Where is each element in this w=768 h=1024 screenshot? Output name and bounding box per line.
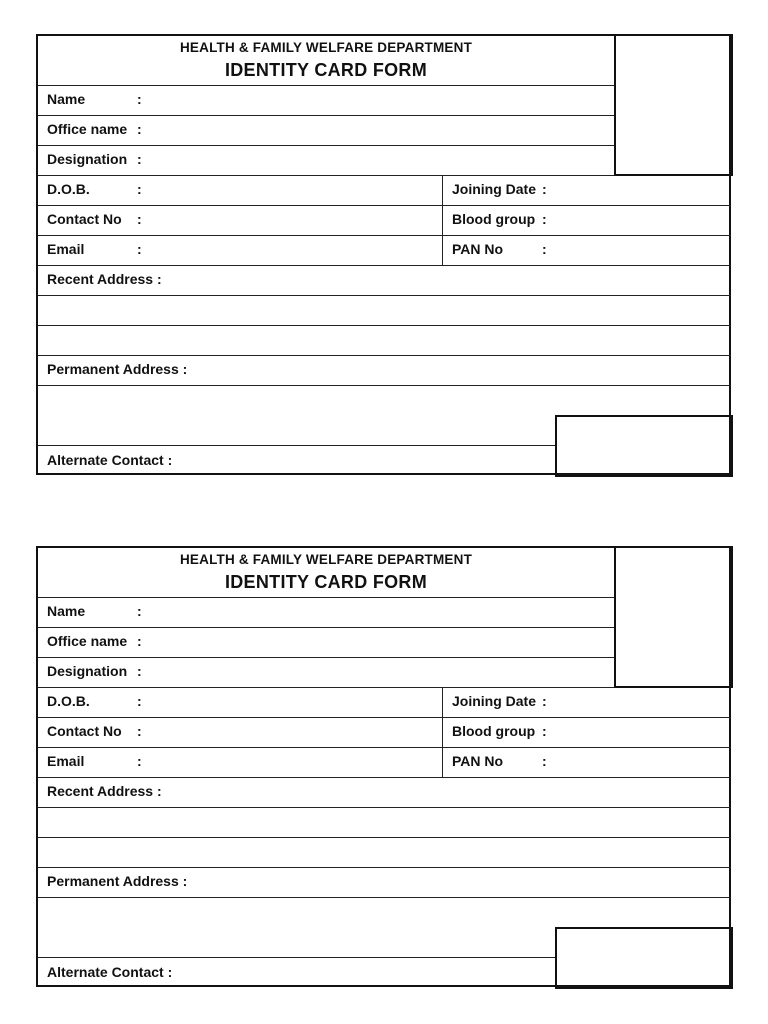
recent-address-label: Recent Address :: [47, 271, 162, 287]
contact-no-colon: :: [137, 211, 142, 227]
dob-label: D.O.B.: [47, 693, 90, 709]
email-colon: :: [137, 753, 142, 769]
office-name-colon: :: [137, 121, 142, 137]
row-divider: [38, 85, 614, 86]
row-divider: [38, 867, 731, 868]
office-name-label: Office name: [47, 633, 128, 649]
form-title: IDENTITY CARD FORM: [224, 60, 428, 80]
alternate-contact-label: Alternate Contact :: [47, 964, 173, 980]
dob-label: D.O.B.: [47, 181, 90, 197]
row-divider: [38, 747, 731, 748]
dob-colon: :: [137, 181, 142, 197]
blood-group-label: Blood group: [452, 723, 536, 739]
alternate-contact-label: Alternate Contact :: [47, 452, 173, 468]
dob-colon: :: [137, 693, 142, 709]
office-name-label: Office name: [47, 121, 128, 137]
row-divider: [38, 145, 614, 146]
row-divider: [38, 445, 555, 446]
blood-group-colon: :: [542, 723, 547, 739]
joining-date-label: Joining Date: [452, 181, 537, 197]
designation-label: Designation: [47, 151, 128, 167]
pan-no-label: PAN No: [452, 241, 504, 257]
email-label: Email: [47, 241, 85, 257]
row-divider: [38, 355, 731, 356]
row-divider: [38, 717, 731, 718]
contact-no-label: Contact No: [47, 723, 122, 739]
row-divider: [38, 205, 731, 206]
column-divider: [442, 175, 443, 265]
row-divider: [38, 235, 731, 236]
row-divider: [38, 295, 731, 296]
name-label: Name: [47, 603, 86, 619]
designation-label: Designation: [47, 663, 128, 679]
identity-card-form-1: [36, 34, 731, 475]
row-divider: [38, 837, 731, 838]
name-colon: :: [137, 603, 142, 619]
department-heading: HEALTH & FAMILY WELFARE DEPARTMENT: [179, 40, 473, 55]
row-divider: [38, 957, 555, 958]
row-divider: [38, 627, 614, 628]
blood-group-label: Blood group: [452, 211, 536, 227]
pan-no-label: PAN No: [452, 753, 504, 769]
joining-date-colon: :: [542, 693, 547, 709]
contact-no-label: Contact No: [47, 211, 122, 227]
department-heading: HEALTH & FAMILY WELFARE DEPARTMENT: [179, 552, 473, 567]
name-label: Name: [47, 91, 86, 107]
name-colon: :: [137, 91, 142, 107]
photo-box: [614, 34, 733, 176]
blood-group-colon: :: [542, 211, 547, 227]
row-divider: [38, 265, 731, 266]
permanent-address-label: Permanent Address :: [47, 361, 188, 377]
row-divider: [38, 325, 731, 326]
email-colon: :: [137, 241, 142, 257]
column-divider: [442, 687, 443, 777]
joining-date-label: Joining Date: [452, 693, 537, 709]
recent-address-label: Recent Address :: [47, 783, 162, 799]
identity-card-form-2: [36, 546, 731, 987]
contact-no-colon: :: [137, 723, 142, 739]
row-divider: [38, 777, 731, 778]
row-divider: [38, 597, 614, 598]
photo-box: [614, 546, 733, 688]
row-divider: [38, 807, 731, 808]
pan-no-colon: :: [542, 753, 547, 769]
signature-box: [555, 415, 733, 477]
designation-colon: :: [137, 663, 142, 679]
form-title: IDENTITY CARD FORM: [224, 572, 428, 592]
email-label: Email: [47, 753, 85, 769]
signature-box: [555, 927, 733, 989]
joining-date-colon: :: [542, 181, 547, 197]
pan-no-colon: :: [542, 241, 547, 257]
row-divider: [38, 385, 731, 386]
row-divider: [38, 897, 731, 898]
row-divider: [38, 115, 614, 116]
row-divider: [38, 657, 614, 658]
designation-colon: :: [137, 151, 142, 167]
office-name-colon: :: [137, 633, 142, 649]
permanent-address-label: Permanent Address :: [47, 873, 188, 889]
